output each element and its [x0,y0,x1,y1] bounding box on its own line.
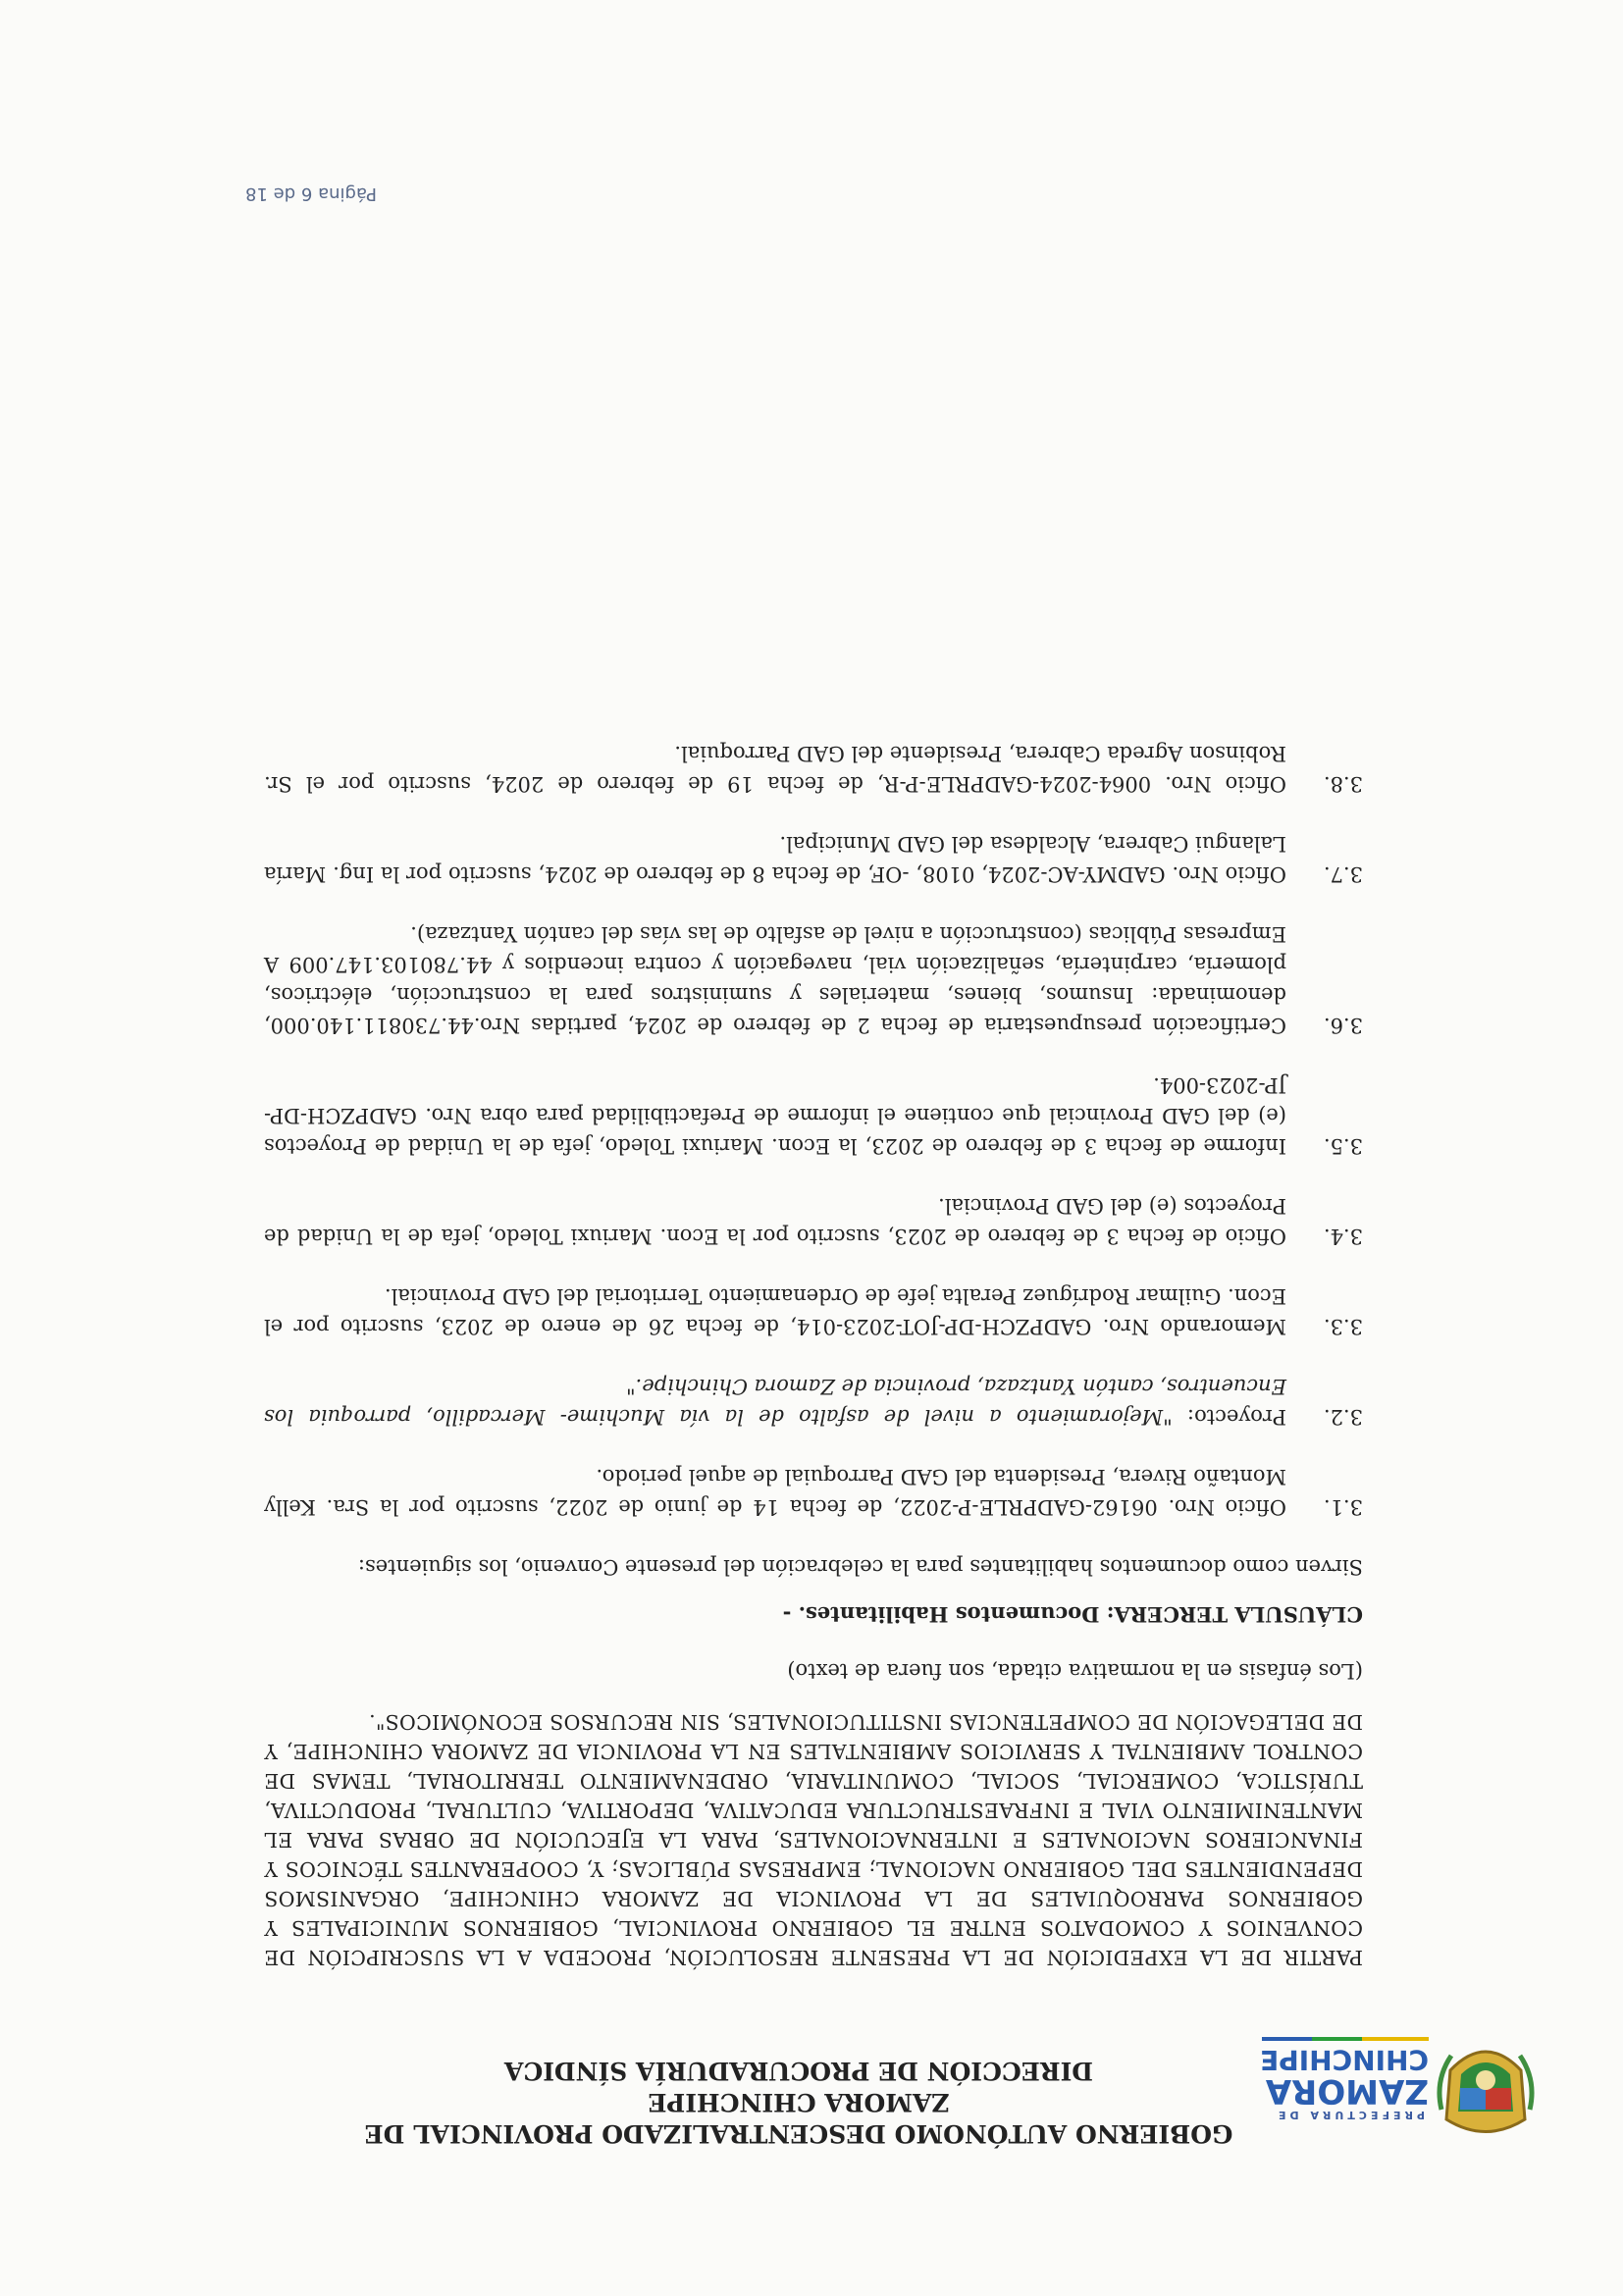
item-text: Oficio Nro. 0064-2024-GADPRLE-P-R, de fecha 19 de febrero de 2024, suscrito por el Sr. Robinson Agreda Cabrera, Presidente del GAD Parroquial. [264,742,1286,796]
title-line-3: DIRECCIÓN DE PROCURADURÍA SÍNDICA [504,2057,1094,2085]
item-text: Oficio Nro. GADMY-AC-2024, 0108, -OF, de fecha 8 de febrero de 2024, suscrito por la Ing. María Lalangui Cabrera, Alcaldesa del GAD Municipal. [264,832,1286,886]
item-number: 3.5. [1323,1134,1363,1158]
clause-title: CLÁUSULA TERCERA: Documentos Habilitantes. - [782,1602,1363,1627]
project-name: "Mejoramiento a nivel de asfalto de la vía Muchime- Mercadillo, parroquia los Encuentros, cantón Yantzaza, provincia de Zamora Chinchipe." [264,1375,1286,1429]
item-number: 3.3. [1323,1315,1363,1338]
title-line-1: GOBIERNO AUTÓNOMO DESCENTRALIZADO PROVINCIAL DE [364,2119,1233,2148]
item-number: 3.7. [1323,862,1363,886]
item-number: 3.6. [1323,1014,1363,1037]
page-header [63,2011,1535,2149]
list-item [264,1461,1363,1522]
logo-subtitle: PREFECTURA DE [1274,2109,1425,2121]
clause-intro: Sirven como documentos habilitantes para la celebración del presente Convenio, los siguientes: [357,1555,1363,1579]
list-item [264,738,1363,799]
logo-chinchipe-text: CHINCHIPE [1260,2044,1429,2076]
list-item [264,1280,1363,1341]
item-prefix: Proyecto: [1172,1405,1286,1429]
item-number: 3.2. [1323,1405,1363,1429]
list-item [264,918,1363,1040]
emphasis-note: (Los énfasis en la normativa citada, son fuera de texto) [787,1659,1363,1683]
item-number: 3.1. [1323,1495,1363,1519]
logo-zamora-text: ZAMORA [1265,2071,1429,2111]
item-number: 3.8. [1323,772,1363,796]
resolution-paragraph: PARTIR DE LA EXPEDICIÓN DE LA PRESENTE RESOLUCIÓN, PROCEDA A LA SUSCRIPCIÓN DE CONVENIOS Y COMODATOS ENTRE EL GOBIERNO PROVINCIAL, GOBIERNOS MUNICIPALES Y GOBIERNOS PARROQUIALES DE LA PROVINCIA DE ZAMORA CHINCHIPE, ORGANISMOS DEPENDIENTES DEL GOBIERNO NACIONAL; EMPRESAS PÚBLICAS; Y, COOPERANTES TÉCNICOS Y FINANCIEROS NACIONALES E INTERNACIONALES, PARA LA EJECUCIÓN DE OBRAS PARA EL MANTENIMIENTO VIAL E INFRAESTRUCTURA EDUCATIVA, DEPORTIVA, CULTURAL, PRODUCTIVA, TURÍSTICA, COMERCIAL, SOCIAL, COMUNITARIA, ORDENAMIENTO TERRITORIAL, TEMAS DE CONTROL AMBIENTAL Y SERVICIOS AMBIENTALES EN LA PROVINCIA DE ZAMORA CHINCHIPE, Y DE DELEGACIÓN DE COMPETENCIAS INSTITUCIONALES, SIN RECURSOS ECONÓMICOS". [264,1710,1363,1969]
item-text: Oficio Nro. 06162-GADPRLE-P-2022, de fecha 14 de junio de 2022, suscrito por la Sra. Kelly Montaño Rivera, Presidenta del GAD Parroquial de aquel periodo. [264,1465,1286,1519]
title-line-2: ZAMORA CHINCHIPE [648,2088,950,2116]
list-item [264,828,1363,889]
item-text: Certificación presupuestaria de fecha 2 de febrero de 2024, partidas Nro.44.730811.140.000, denominada: Insumos, bienes, materiales y suministros para la construcción, eléctricos, plomería, carpintería, señalización vial, navegación y contra incendios y 44.780103.147.009 A Empresas Públicas (construcción a nivel de asfalto de las vías del cantón Yantzaza). [264,922,1286,1037]
page-number: Página 6 de 18 [245,183,377,204]
list-item [264,1190,1363,1251]
coat-of-arms-icon [1437,2031,1535,2139]
prefectura-logo [1240,2021,1535,2149]
logo-color-bar [1262,2037,1429,2041]
document-body [264,738,1363,1972]
list-item [264,1371,1363,1432]
item-text: Oficio de fecha 3 de febrero de 2023, suscrito por la Econ. Mariuxi Toledo, jefa de la Unidad de Proyectos (e) del GAD Provincial. [264,1194,1286,1248]
item-text: Informe de fecha 3 de febrero de 2023, la Econ. Mariuxi Toledo, jefa de la Unidad de Proyectos (e) del GAD Provincial que contiene el informe de Prefactibilidad para obra Nro. GADPZCH-DP-JP-2023-004. [264,1073,1286,1158]
list-item [264,1070,1363,1161]
item-text: Memorando Nro. GADPZCH-DP-JOT-2023-014, de fecha 26 de enero de 2023, suscrito por el Econ. Guilmar Rodríguez Peralta jefe de Ordenamiento Territorial del GAD Provincial. [264,1284,1286,1338]
institution-title [338,2055,1260,2149]
item-number: 3.4. [1323,1225,1363,1248]
